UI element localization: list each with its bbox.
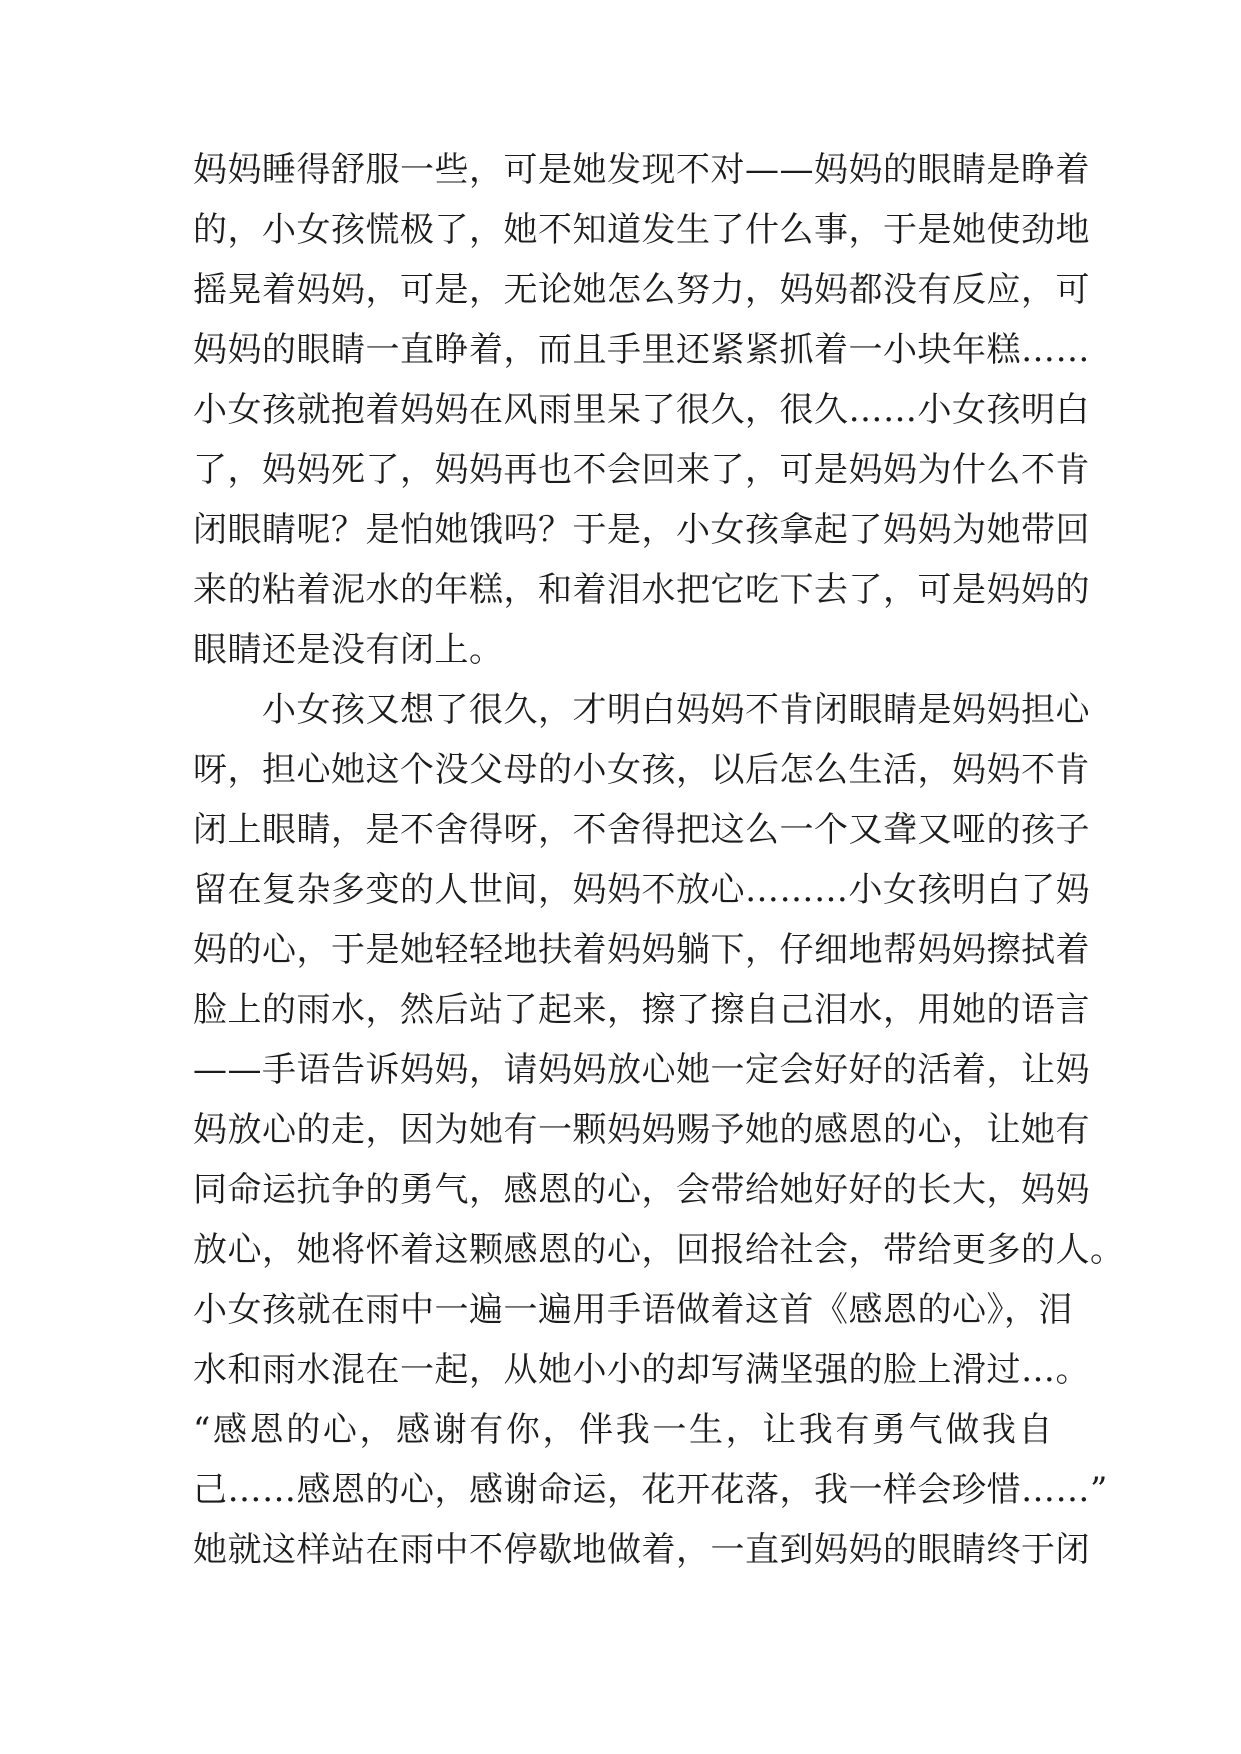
text-line: 己……感恩的心，感谢命运，花开花落，我一样会珍惜……” <box>193 1470 1108 1510</box>
text-line: 小女孩就抱着妈妈在风雨里呆了很久，很久……小女孩明白 <box>193 390 1090 430</box>
text-line: 来的粘着泥水的年糕，和着泪水把它吃下去了，可是妈妈的 <box>193 570 1090 610</box>
paragraph <box>193 140 1090 680</box>
text-line: 妈妈睡得舒服一些，可是她发现不对——妈妈的眼睛是睁着 <box>193 150 1090 190</box>
text-line: 闭眼睛呢？是怕她饿吗？于是，小女孩拿起了妈妈为她带回 <box>193 510 1090 550</box>
text-line: 妈放心的走，因为她有一颗妈妈赐予她的感恩的心，让她有 <box>193 1110 1090 1150</box>
document-body <box>193 140 1125 1580</box>
text-line: 同命运抗争的勇气，感恩的心，会带给她好好的长大，妈妈 <box>193 1170 1090 1210</box>
text-line: 妈的心，于是她轻轻地扶着妈妈躺下，仔细地帮妈妈擦拭着 <box>193 930 1090 970</box>
text-line: 她就这样站在雨中不停歇地做着，一直到妈妈的眼睛终于闭 <box>193 1530 1090 1570</box>
text-line: 妈妈的眼睛一直睁着，而且手里还紧紧抓着一小块年糕…… <box>193 330 1090 370</box>
text-line: 水和雨水混在一起，从她小小的却写满坚强的脸上滑过…。 <box>193 1350 1090 1390</box>
text-line: 小女孩又想了很久，才明白妈妈不肯闭眼睛是妈妈担心 <box>193 690 1090 730</box>
text-line: 摇晃着妈妈，可是，无论她怎么努力，妈妈都没有反应，可 <box>193 270 1090 310</box>
text-line: 眼睛还是没有闭上。 <box>193 630 504 670</box>
text-line: ——手语告诉妈妈，请妈妈放心她一定会好好的活着，让妈 <box>193 1050 1090 1090</box>
paragraph <box>193 680 1125 1580</box>
text-line: 小女孩就在雨中一遍一遍用手语做着这首《感恩的心》，泪 <box>193 1290 1073 1330</box>
text-line: 脸上的雨水，然后站了起来，擦了擦自己泪水，用她的语言 <box>193 990 1090 1030</box>
text-line: 呀，担心她这个没父母的小女孩，以后怎么生活，妈妈不肯 <box>193 750 1090 790</box>
text-line: 留在复杂多变的人世间，妈妈不放心………小女孩明白了妈 <box>193 870 1090 910</box>
text-line: “感恩的心，感谢有你，伴我一生，让我有勇气做我自 <box>193 1410 1053 1450</box>
text-line: 放心，她将怀着这颗感恩的心，回报给社会，带给更多的人。 <box>193 1230 1125 1270</box>
text-line: 闭上眼睛，是不舍得呀，不舍得把这么一个又聋又哑的孩子 <box>193 810 1090 850</box>
text-line: 的，小女孩慌极了，她不知道发生了什么事，于是她使劲地 <box>193 210 1090 250</box>
text-line: 了，妈妈死了，妈妈再也不会回来了，可是妈妈为什么不肯 <box>193 450 1090 490</box>
